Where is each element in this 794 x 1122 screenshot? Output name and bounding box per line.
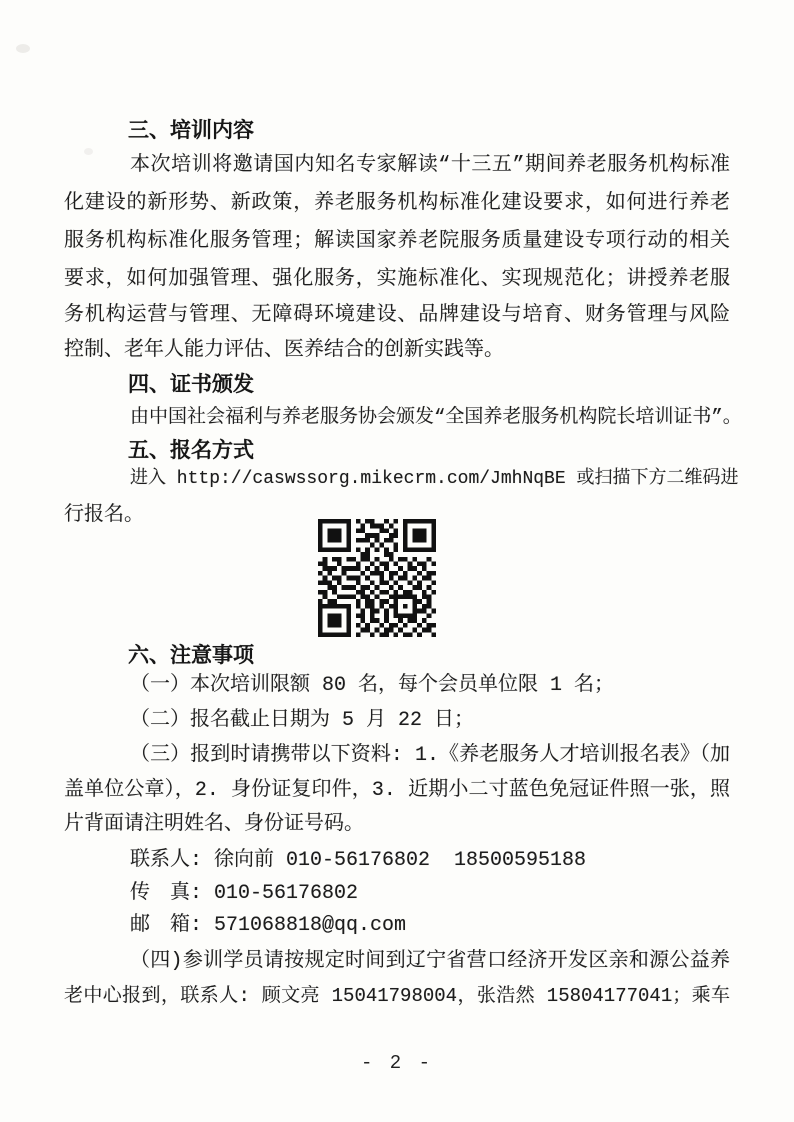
email-line: 邮 箱: 571068818@qq.com: [130, 914, 407, 937]
contact-person-line: 联系人: 徐向前 010-56176802 18500595188: [130, 849, 587, 872]
note-line-2: （二）报名截止日期为 5 月 22 日；: [130, 709, 475, 732]
fax-line: 传 真: 010-56176802: [130, 882, 359, 905]
certificate-line: 由中国社会福利与养老服务协会颁发“全国养老服务机构院长培训证书”。: [130, 406, 742, 428]
page-number: - 2 -: [360, 1052, 433, 1074]
note-line-3-cont: 片背面请注明姓名、身份证号码。: [64, 813, 364, 836]
scan-artifact: [84, 148, 93, 155]
note-line-1: （一）本次培训限额 80 名，每个会员单位限 1 名；: [130, 674, 615, 697]
body-line: 要求，如何加强管理、强化服务，实施标准化、实现规范化；讲授养老服: [64, 268, 730, 291]
section-heading-registration: 五、报名方式: [128, 439, 254, 462]
section-heading-training-content: 三、培训内容: [128, 119, 254, 142]
note-line-3-cont: 盖单位公章），2. 身份证复印件，3. 近期小二寸蓝色免冠证件照一张，照: [64, 779, 730, 802]
body-line: 服务机构标准化服务管理；解读国家养老院服务质量建设专项行动的相关: [64, 230, 730, 253]
body-line: 务机构运营与管理、无障碍环境建设、品牌建设与培育、财务管理与风险: [64, 304, 730, 327]
section-heading-certificate: 四、证书颁发: [128, 373, 254, 396]
body-line: 行报名。: [64, 504, 144, 527]
note-line-4-cont: 老中心报到，联系人: 顾文亮 15041798004，张浩然 15804177041；乘车: [64, 985, 730, 1007]
note-line-3: （三）报到时请携带以下资料: 1.《养老服务人才培训报名表》（加: [130, 744, 730, 767]
registration-url-line: 进入 http://caswssorg.mikecrm.com/JmhNqBE 或扫描下方二维码进: [130, 469, 739, 489]
body-line: 化建设的新形势、新政策，养老服务机构标准化建设要求，如何进行养老: [64, 192, 730, 215]
section-heading-notes: 六、注意事项: [128, 644, 254, 667]
body-line: 控制、老年人能力评估、医养结合的创新实践等。: [64, 339, 504, 362]
note-line-4: （四)参训学员请按规定时间到辽宁省营口经济开发区亲和源公益养: [130, 950, 730, 973]
body-line: 本次培训将邀请国内知名专家解读“十三五”期间养老服务机构标准: [130, 154, 730, 177]
scan-artifact: [16, 44, 30, 53]
registration-qr-code: [318, 519, 436, 637]
